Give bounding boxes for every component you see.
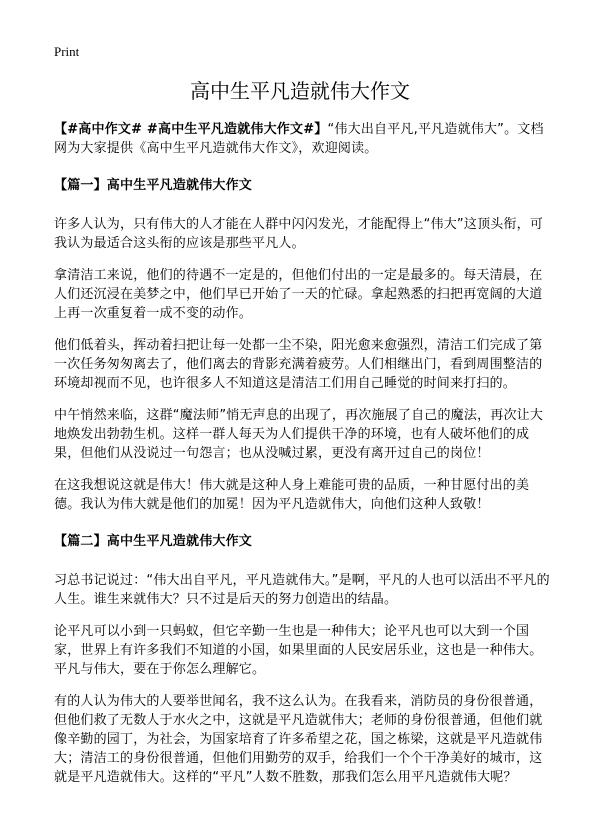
section-heading: 【篇二】高中生平凡造就伟大作文	[54, 534, 253, 549]
intro-tags: 【#高中作文# #高中生平凡造就伟大作文#】	[54, 122, 328, 137]
print-link[interactable]: Print	[54, 44, 80, 59]
paragraph: 在这我想说这就是伟大！伟大就是这种人身上难能可贵的品质，一种甘愿付出的美德。我认为伟大就是他们的加冕！因为平凡造就伟大，向他们这种人致敬！	[54, 478, 530, 512]
paragraph: 习总书记说过：“伟大出自平凡，平凡造就伟大。”是啊，平凡的人也可以活出不平凡的人生。谁生来就伟大？只不过是后天的努力创造出的结晶。	[54, 573, 550, 607]
paragraph: 论平凡可以小到一只蚂蚁，但它辛勤一生也是一种伟大；论平凡也可以大到一个国家，世界上有许多我们不知道的小国，如果里面的人民安居乐业，这也是一种伟大。平凡与伟大，要在于你怎么理解它。	[54, 624, 543, 677]
intro-text: “伟大出自平凡,平凡造就伟大”。文档网为大家提供《高中生平凡造就伟大作文》，欢迎阅读。	[54, 122, 544, 156]
section-one	[54, 176, 554, 514]
intro-paragraph	[54, 120, 554, 158]
section-two	[54, 532, 554, 787]
section-heading: 【篇一】高中生平凡造就伟大作文	[54, 178, 253, 193]
paragraph: 有的人认为伟大的人要举世闻名，我不这么认为。在我看来，消防员的身份很普通，但他们救了无数人于水火之中，这就是平凡造就伟大；老师的身份很普通，但他们就像辛勤的园丁，为社会，为国家培育了许多希望之花，国之栋梁，这就是平凡造就伟大；清洁工的身份很普通，但他们用勤劳的双手，给我们一个个干净美好的城市，这就是平凡造就伟大。这样的“平凡”人数不胜数，那我们怎么用平凡造就伟大呢？	[54, 694, 543, 785]
paragraph: 他们低着头，挥动着扫把让每一处都一尘不染，阳光愈来愈强烈，清洁工们完成了第一次任务匆匆离去了，他们离去的背影充满着疲劳。人们相继出门，看到周围整洁的环境却视而不见，也许很多人不知道这是清洁工们用自己睡觉的时间来打扫的。	[54, 338, 543, 391]
paragraph: 许多人认为，只有伟大的人才能在人群中闪闪发光，才能配得上“伟大”这顶头衔，可我认为最适合这头衔的应该是那些平凡人。	[54, 217, 544, 251]
document-title: 高中生平凡造就伟大作文	[190, 79, 410, 103]
paragraph: 中午悄然来临，这群“魔法师”悄无声息的出现了，再次施展了自己的魔法，再次让大地焕发出勃勃生机。这样一群人每天为人们提供干净的环境，也有人破坏他们的成果，但他们从没说过一句怨言；也从没喊过累，更没有离开过自己的岗位！	[54, 408, 544, 461]
document-body	[54, 120, 554, 800]
paragraph: 拿清洁工来说，他们的待遇不一定是的，但他们付出的一定是最多的。每天清晨，在人们还沉浸在美梦之中，他们早已开始了一天的忙碌。拿起熟悉的扫把再宽阔的大道上再一次重复着一成不变的动作。	[54, 268, 543, 321]
